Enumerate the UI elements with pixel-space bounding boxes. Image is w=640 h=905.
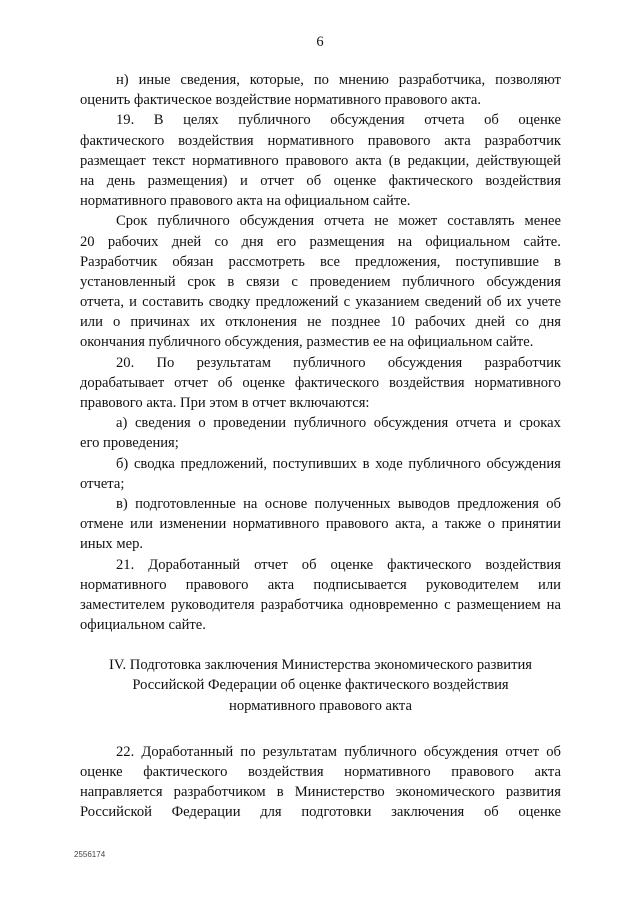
text-line: заместителем руководителя разработчика одновременно с размещением на	[80, 596, 561, 613]
text-line: на день размещения) и отчет об оценке фактического воздействия	[80, 172, 561, 189]
paragraphs-top	[80, 70, 561, 635]
text-line: размещает текст нормативного правового акта (в редакции, действующей	[80, 152, 561, 169]
text-line: отчета;	[80, 475, 125, 492]
text-line: Российской Федерации для подготовки заключения об оценке	[80, 804, 561, 821]
paragraph-p20a	[80, 413, 561, 453]
text-line: фактического воздействия нормативного правового акта разработчик	[80, 132, 561, 149]
text-line: в) подготовленные на основе полученных выводов предложения об	[116, 495, 561, 512]
heading-line: нормативного правового акта	[229, 697, 412, 714]
text-line: окончания публичного обсуждения, разместив ее на официальном сайте.	[80, 334, 534, 351]
text-line: нормативного правового акта на официальном сайте.	[80, 193, 411, 210]
text-line: его проведения;	[80, 435, 179, 452]
paragraph-p20	[80, 353, 561, 414]
paragraph-p19b	[80, 211, 561, 352]
text-line: 21. Доработанный отчет об оценке фактического воздействия	[116, 556, 561, 573]
heading-line: Российской Федерации об оценке фактического воздействия	[132, 677, 509, 694]
text-line: направляется разработчиком в Министерство экономического развития	[80, 784, 561, 801]
section-heading	[80, 655, 561, 716]
text-line: дорабатывает отчет об оценке фактического воздействия нормативного	[80, 374, 561, 391]
text-line: отчета, и составить сводку предложений с указанием сведений об их учете	[80, 294, 561, 311]
document-id: 2556174	[74, 850, 106, 859]
text-line: Разработчик обязан рассмотреть все предложения, поступившие в	[80, 253, 561, 270]
heading-line: IV. Подготовка заключения Министерства экономического развития	[108, 657, 533, 674]
paragraph-n	[80, 70, 561, 110]
text-line: оценке фактического воздействия нормативного правового акта	[80, 764, 561, 780]
paragraph-p20b	[80, 454, 561, 494]
text-line: 20 рабочих дней со дня его размещения на официальном сайте.	[80, 233, 561, 250]
text-line: нормативного правового акта подписывается руководителем или	[80, 576, 561, 593]
text-line: правового акта. При этом в отчет включаются:	[80, 395, 370, 411]
text-line: официальном сайте.	[80, 617, 206, 634]
paragraph-p22	[80, 742, 561, 823]
page-number: 6	[316, 34, 324, 50]
paragraph-p20c	[80, 494, 561, 555]
paragraphs-bottom	[80, 742, 561, 823]
paragraph-p19	[80, 110, 561, 211]
text-line: н) иные сведения, которые, по мнению разработчика, позволяют	[116, 72, 561, 88]
text-line: 20. По результатам публичного обсуждения разработчик	[116, 354, 561, 371]
text-line: 19. В целях публичного обсуждения отчета об оценке	[116, 112, 561, 129]
text-line: 22. Доработанный по результатам публичного обсуждения отчет об	[116, 743, 561, 760]
text-line: Срок публичного обсуждения отчета не может составлять менее	[116, 213, 561, 230]
text-line: б) сводка предложений, поступивших в ходе публичного обсуждения	[116, 455, 561, 472]
text-line: или о причинах их отклонения не позднее 10 рабочих дней со дня	[80, 314, 561, 331]
text-line: отмене или изменении нормативного правового акта, а также о принятии	[80, 516, 561, 533]
text-line: иных мер.	[80, 536, 144, 553]
text-line: оценить фактическое воздействие нормативного правового акта.	[80, 92, 482, 109]
text-line: а) сведения о проведении публичного обсуждения отчета и сроках	[116, 415, 561, 432]
text-line: установленный срок в связи с проведением публичного обсуждения	[80, 273, 561, 290]
paragraph-p21	[80, 555, 561, 636]
document-body	[80, 70, 561, 823]
